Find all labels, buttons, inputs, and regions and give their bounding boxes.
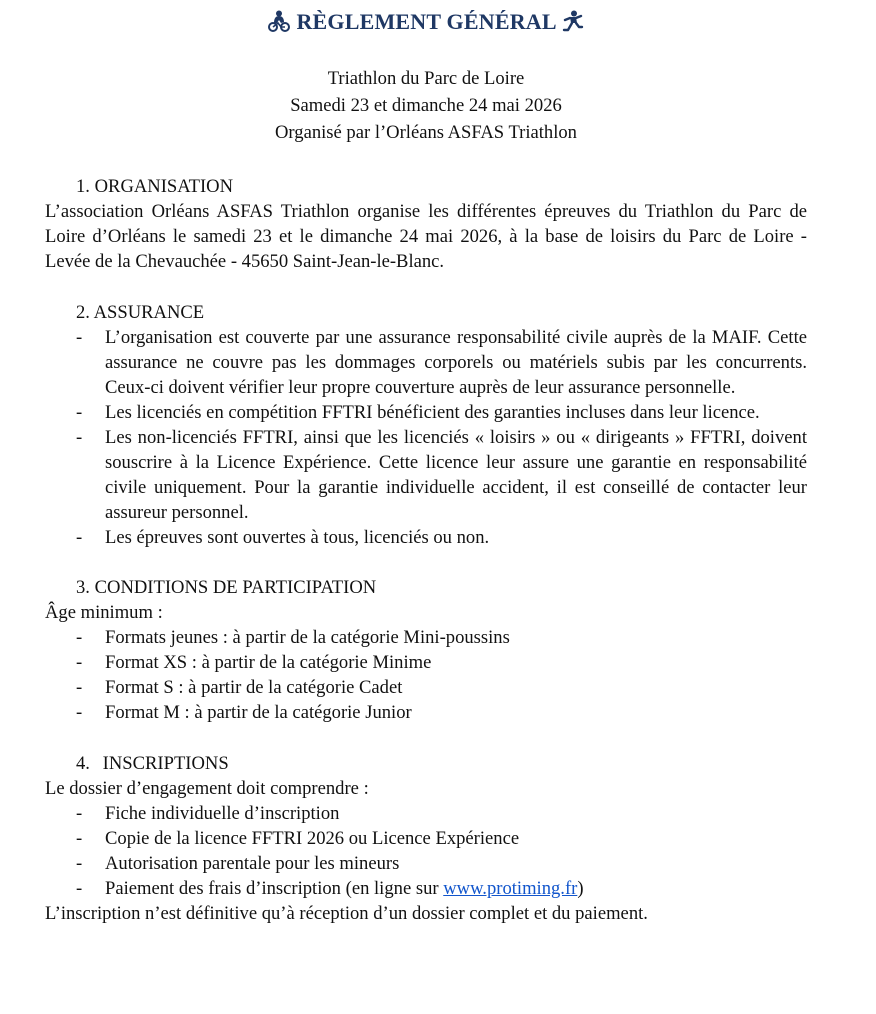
dash-bullet: - xyxy=(76,677,83,698)
dash-bullet: - xyxy=(76,828,83,849)
document-title xyxy=(45,6,807,38)
list-item: - L’organisation est couverte par une assurance responsabilité civile auprès de la MAIF. Cette assurance ne couvre pas les dommages corporels ou matériels subis par les concurrents. Ceux-ci doivent vérifier leur propre couverture auprès de leur assurance personnelle. xyxy=(76,327,807,398)
list-item-payment: - Paiement des frais d’inscription (en ligne sur www.protiming.fr) xyxy=(76,878,584,899)
list-item: - Formats jeunes : à partir de la catégorie Mini-poussins xyxy=(76,627,510,648)
cyclist-icon xyxy=(267,9,291,31)
assurance-list xyxy=(45,325,807,550)
document-subtitle xyxy=(45,65,807,146)
list-item: - Format S : à partir de la catégorie Cadet xyxy=(76,677,403,698)
dash-bullet: - xyxy=(76,627,83,648)
dash-bullet: - xyxy=(76,402,83,423)
list-item: - Les licenciés en compétition FFTRI bénéficient des garanties incluses dans leur licence. xyxy=(76,402,760,423)
title-text: RÈGLEMENT GÉNÉRAL xyxy=(296,9,556,34)
inscriptions-list xyxy=(45,801,807,901)
dash-bullet: - xyxy=(76,427,83,448)
list-item: - Les épreuves sont ouvertes à tous, licenciés ou non. xyxy=(76,527,490,548)
section-heading-organisation: 1. ORGANISATION xyxy=(76,176,234,197)
section-heading-assurance: 2. ASSURANCE xyxy=(76,302,205,323)
section-heading-conditions: 3. CONDITIONS DE PARTICIPATION xyxy=(76,577,377,598)
list-item: - Fiche individuelle d’inscription xyxy=(76,803,340,824)
list-item: - Copie de la licence FFTRI 2026 ou Licence Expérience xyxy=(76,828,520,849)
event-organizer: Organisé par l’Orléans ASFAS Triathlon xyxy=(275,122,577,143)
event-dates: Samedi 23 et dimanche 24 mai 2026 xyxy=(290,95,562,116)
dash-bullet: - xyxy=(76,652,83,673)
list-item: - Autorisation parentale pour les mineurs xyxy=(76,853,400,874)
runner-icon xyxy=(561,9,585,31)
list-item: - Format M : à partir de la catégorie Junior xyxy=(76,702,412,723)
dash-bullet: - xyxy=(76,327,83,348)
conditions-intro: Âge minimum : xyxy=(45,602,163,623)
section-heading-inscriptions: 4. INSCRIPTIONS xyxy=(76,753,229,774)
list-item: - Les non-licenciés FFTRI, ainsi que les licenciés « loisirs » ou « dirigeants » FFTRI, doivent souscrire à la Licence Expérience. Cette licence leur assure une garantie en responsabilité civile uniquement. Pour la garantie individuelle accident, il est conseillé de contacter leur assureur personnel. xyxy=(76,427,807,523)
event-name: Triathlon du Parc de Loire xyxy=(327,68,525,89)
inscriptions-intro: Le dossier d’engagement doit comprendre : xyxy=(45,778,369,799)
dash-bullet: - xyxy=(76,527,83,548)
protiming-link[interactable]: www.protiming.fr xyxy=(443,878,578,899)
inscriptions-closing: L’inscription n’est définitive qu’à réception d’un dossier complet et du paiement. xyxy=(45,903,648,924)
document-page xyxy=(45,0,807,926)
dash-bullet: - xyxy=(76,803,83,824)
dash-bullet: - xyxy=(76,702,83,723)
conditions-list xyxy=(45,625,807,725)
list-item: - Format XS : à partir de la catégorie Minime xyxy=(76,652,432,673)
dash-bullet: - xyxy=(76,878,83,899)
dash-bullet: - xyxy=(76,853,83,874)
organisation-paragraph: L’association Orléans ASFAS Triathlon organise les différentes épreuves du Triathlon du Parc de Loire d’Orléans le samedi 23 et le dimanche 24 mai 2026, à la base de loisirs du Parc de Loire - Levée de la Chevauchée - 45650 Saint-Jean-le-Blanc. xyxy=(45,201,807,272)
